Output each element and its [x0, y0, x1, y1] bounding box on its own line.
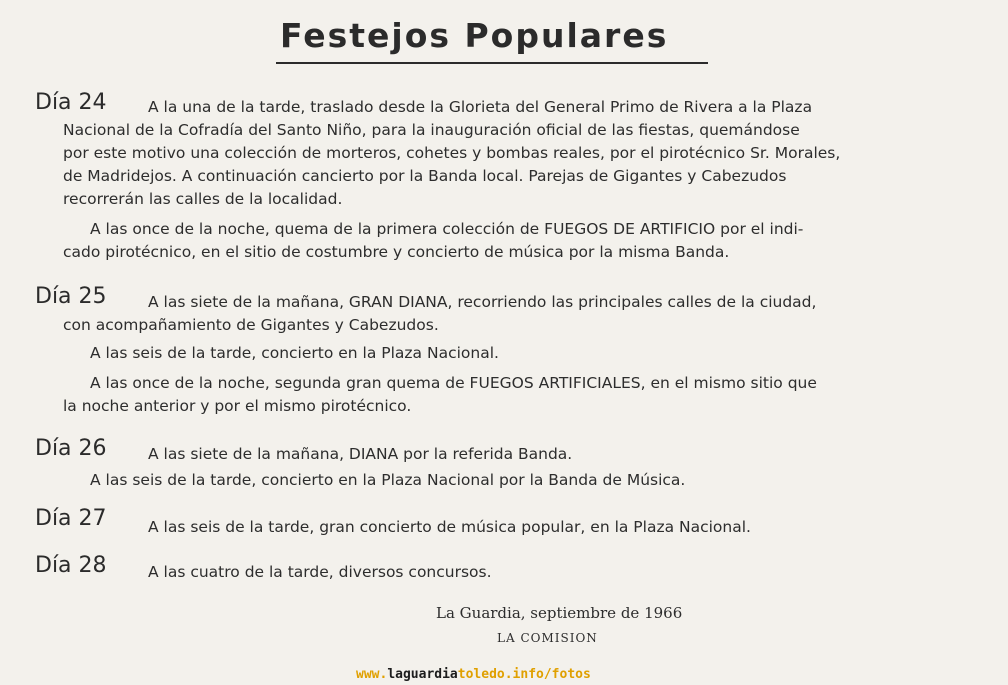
- day-24-line: Nacional de la Cofradía del Santo Niño, para la inauguración oficial de las fiestas, quemándose: [63, 121, 800, 139]
- day-label-24: Día 24: [35, 90, 107, 115]
- day-24-line: de Madridejos. A continuación cancierto por la Banda local. Parejas de Gigantes y Cabezudos: [63, 167, 787, 185]
- watermark-prefix: www.: [356, 667, 388, 682]
- day-25-line: la noche anterior y por el mismo pirotécnico.: [63, 397, 412, 415]
- day-26-line: A las siete de la mañana, DIANA por la referida Banda.: [148, 445, 573, 463]
- day-label-27: Día 27: [35, 506, 107, 531]
- day-24-line: A la una de la tarde, traslado desde la Glorieta del General Primo de Rivera a la Plaza: [148, 98, 813, 116]
- day-label-25: Día 25: [35, 284, 107, 309]
- footer-date: La Guardia, septiembre de 1966: [436, 604, 683, 622]
- watermark-middle: laguardia: [387, 667, 458, 682]
- page-title: Festejos Populares: [280, 16, 669, 55]
- day-25-line: con acompañamiento de Gigantes y Cabezudos.: [63, 316, 439, 334]
- title-underline: [276, 62, 708, 64]
- day-label-28: Día 28: [35, 553, 107, 578]
- day-label-26: Día 26: [35, 436, 107, 461]
- day-27-line: A las seis de la tarde, gran concierto de música popular, en la Plaza Nacional.: [148, 518, 751, 536]
- day-26-line: A las seis de la tarde, concierto en la Plaza Nacional por la Banda de Música.: [90, 471, 686, 489]
- watermark-suffix: toledo.info/fotos: [457, 667, 591, 682]
- day-25-line: A las siete de la mañana, GRAN DIANA, recorriendo las principales calles de la ciudad,: [148, 293, 817, 311]
- day-24-line: por este motivo una colección de morteros, cohetes y bombas reales, por el pirotécnico Sr. Morales,: [63, 144, 841, 162]
- day-24-line: cado pirotécnico, en el sitio de costumbre y concierto de música por la misma Banda.: [63, 243, 730, 261]
- day-25-line: A las seis de la tarde, concierto en la Plaza Nacional.: [90, 344, 499, 362]
- day-24-line: A las once de la noche, quema de la primera colección de FUEGOS DE ARTIFICIO por el indi-: [90, 220, 804, 238]
- day-24-line: recorrerán las calles de la localidad.: [63, 190, 343, 208]
- footer-signature: LA COMISION: [497, 631, 598, 645]
- day-28-line: A las cuatro de la tarde, diversos concursos.: [148, 563, 492, 581]
- watermark-url[interactable]: [356, 667, 591, 682]
- day-25-line: A las once de la noche, segunda gran quema de FUEGOS ARTIFICIALES, en el mismo sitio que: [90, 374, 817, 392]
